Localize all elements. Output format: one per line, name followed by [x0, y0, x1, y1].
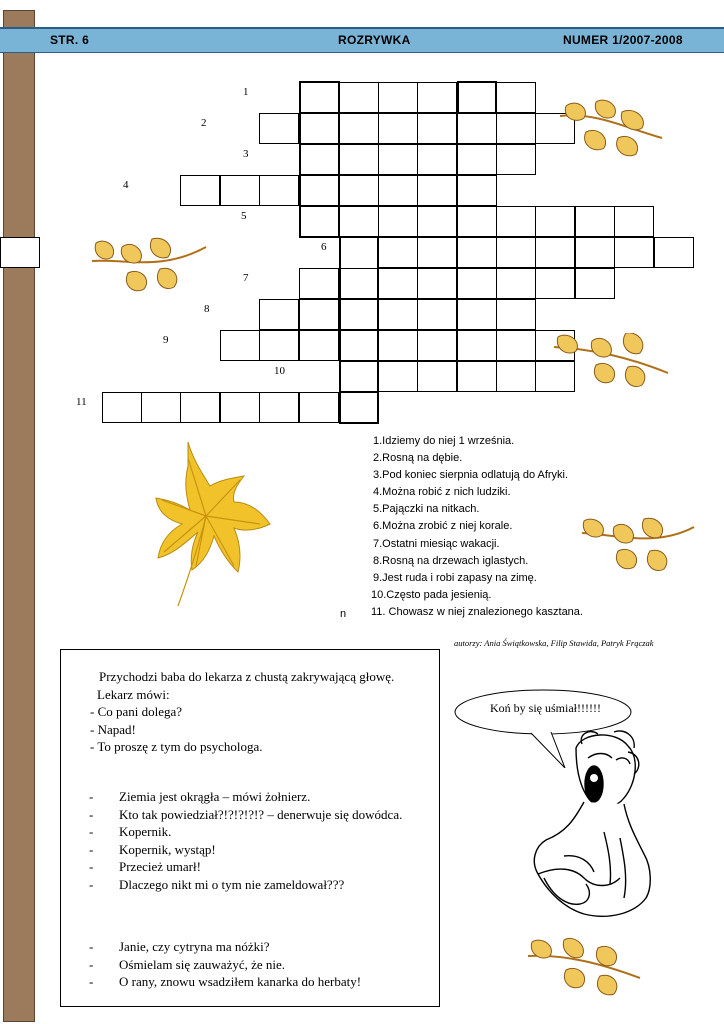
speech-bubble-text: Koń by się uśmiał!!!!!! [490, 701, 601, 715]
joke-line: - Napad! [90, 721, 136, 737]
joke-doctor [90, 668, 435, 756]
clue-text: 7.Ostatni miesiąc wakacji. [373, 537, 500, 550]
crossword-cell[interactable] [457, 299, 497, 330]
joke-lemon [89, 938, 419, 991]
crossword-cell[interactable] [378, 82, 418, 113]
crossword-cell[interactable] [496, 206, 536, 237]
crossword-cell[interactable] [102, 392, 142, 423]
clue-text: 11. Chowasz w niej znalezionego kasztana. [371, 605, 583, 618]
crossword-cell[interactable] [535, 268, 575, 299]
joke-line: Przychodzi baba do lekarza z chustą zakrywającą głowę. [99, 669, 395, 684]
crossword-cell[interactable] [339, 330, 379, 361]
crossword-cell[interactable] [299, 268, 339, 299]
joke-line: Lekarz mówi: [97, 686, 170, 702]
crossword-cell[interactable] [339, 144, 379, 175]
crossword-cell[interactable] [417, 330, 457, 361]
crossword-cell[interactable] [339, 206, 379, 237]
joke-line: - O rany, znowu wsadziłem kanarka do herbaty! [89, 973, 419, 991]
crossword-cell[interactable] [575, 206, 615, 237]
joke-line: - Kopernik, wystąp! [89, 841, 419, 859]
clue-number: 4 [123, 179, 129, 191]
crossword-cell[interactable] [299, 144, 339, 175]
crossword-cell[interactable] [417, 144, 457, 175]
crossword-cell[interactable] [259, 392, 299, 423]
crossword-cell[interactable] [457, 330, 497, 361]
clue-text: 2.Rosną na dębie. [373, 452, 463, 465]
crossword-cell[interactable] [575, 237, 615, 268]
crossword-cell[interactable] [496, 113, 536, 144]
crossword-cell[interactable] [457, 144, 497, 175]
crossword-cell[interactable] [535, 237, 575, 268]
crossword-cell[interactable] [614, 237, 654, 268]
clue-text: 10.Często pada jesienią. [371, 588, 492, 601]
crossword-cell[interactable] [339, 113, 379, 144]
joke-line: - Ośmielam się zauważyć, że nie. [89, 956, 419, 974]
crossword-cell[interactable] [417, 268, 457, 299]
joke-line: - Przecież umarł! [89, 858, 419, 876]
crossword-cell[interactable] [654, 237, 694, 268]
clue-text: 4.Można robić z nich ludziki. [373, 486, 511, 499]
crossword-cell[interactable] [299, 175, 339, 206]
clue-number: 11 [76, 396, 87, 408]
yellow-leaf-icon [148, 438, 280, 610]
clue-text: 1.Idziemy do niej 1 września. [373, 435, 515, 447]
crossword-cell[interactable] [457, 82, 497, 113]
crossword-cell[interactable] [378, 268, 418, 299]
autumn-branch-icon [88, 237, 210, 297]
autumn-branch-icon [552, 333, 672, 391]
crossword-cell[interactable] [417, 113, 457, 144]
crossword-cell[interactable] [496, 268, 536, 299]
clue-number: 7 [243, 272, 249, 284]
crossword-cell[interactable] [417, 82, 457, 113]
autumn-branch-icon [526, 936, 644, 998]
crossword-cell[interactable] [417, 299, 457, 330]
crossword-cell[interactable] [614, 206, 654, 237]
crossword-cell[interactable] [339, 361, 379, 392]
joke-line: - Kopernik. [89, 823, 419, 841]
crossword-cell[interactable] [496, 82, 536, 113]
crossword-cell[interactable] [220, 392, 260, 423]
crossword-cell[interactable] [378, 299, 418, 330]
crossword-cell[interactable] [339, 82, 379, 113]
clue-number: 2 [201, 117, 207, 129]
crossword-cell[interactable] [496, 144, 536, 175]
crossword-cell[interactable] [220, 330, 260, 361]
crossword-cell[interactable] [496, 330, 536, 361]
clue-number: 8 [204, 303, 210, 315]
clue-text: 6.Można zrobić z niej korale. [373, 520, 513, 533]
crossword-cell[interactable] [180, 392, 220, 423]
crossword-cell[interactable] [417, 361, 457, 392]
crossword-cell[interactable] [259, 330, 299, 361]
laughing-man-icon [524, 728, 654, 918]
crossword-cell[interactable] [378, 206, 418, 237]
crossword-cell[interactable] [259, 299, 299, 330]
crossword-cell[interactable] [378, 113, 418, 144]
crossword-cell[interactable] [220, 175, 260, 206]
joke-copernicus [89, 788, 419, 894]
stray-letter: n [340, 608, 347, 620]
autumn-branch-icon [556, 98, 666, 160]
section-title: ROZRYWKA [338, 33, 411, 47]
clue-number: 9 [163, 334, 169, 346]
crossword-cell[interactable] [457, 361, 497, 392]
clue-number: 1 [243, 86, 249, 98]
page-number: STR. 6 [50, 33, 90, 47]
crossword-cell[interactable] [299, 113, 339, 144]
clue-text: 8.Rosną na drzewach iglastych. [373, 554, 529, 567]
jokes-box [60, 649, 440, 1007]
clue-number: 10 [274, 365, 285, 377]
crossword-cell[interactable] [457, 237, 497, 268]
autumn-branch-icon [580, 517, 698, 577]
clue-number: 3 [243, 148, 249, 160]
crossword-cell[interactable] [457, 268, 497, 299]
crossword-cell[interactable] [378, 361, 418, 392]
clue-number: 6 [321, 241, 327, 253]
joke-line: - Janie, czy cytryna ma nóżki? [89, 938, 419, 956]
crossword-cell[interactable] [496, 237, 536, 268]
crossword-cell[interactable] [259, 113, 299, 144]
authors-credit: autorzy: Ania Świątkowska, Filip Stawida, Patryk Frączak [454, 638, 654, 648]
crossword-cell[interactable] [299, 206, 339, 237]
crossword-cell[interactable] [339, 175, 379, 206]
crossword-cell[interactable] [417, 175, 457, 206]
crossword-cell[interactable] [378, 144, 418, 175]
crossword-cell[interactable] [457, 113, 497, 144]
crossword-cell[interactable] [378, 237, 418, 268]
clue-text: 3.Pod koniec sierpnia odlatują do Afryki. [373, 469, 569, 482]
crossword-cell[interactable] [575, 268, 615, 299]
clue-number: 5 [241, 210, 247, 222]
crossword-cell[interactable] [299, 299, 339, 330]
joke-line: - Ziemia jest okrągła – mówi żołnierz. [89, 788, 419, 806]
crossword-clues [373, 433, 583, 621]
crossword-cell[interactable] [417, 206, 457, 237]
issue-number: NUMER 1/2007-2008 [563, 33, 683, 47]
clue-text: 5.Pajączki na nitkach. [373, 503, 480, 516]
crossword-cell[interactable] [299, 392, 339, 423]
crossword-cell[interactable] [535, 206, 575, 237]
crossword-cell[interactable] [457, 206, 497, 237]
joke-line: - Kto tak powiedział?!?!?!?!? – denerwuje się dowódca. [89, 806, 419, 824]
crossword-cell[interactable] [339, 299, 379, 330]
crossword-cell[interactable] [299, 330, 339, 361]
crossword-cell[interactable] [339, 392, 379, 423]
crossword-cell[interactable] [180, 175, 220, 206]
crossword-cell[interactable] [457, 175, 497, 206]
crossword-cell[interactable] [259, 175, 299, 206]
clue-text: 9.Jest ruda i robi zapasy na zimę. [373, 571, 537, 584]
crossword-cell[interactable] [496, 299, 536, 330]
joke-line: - Co pani dolega? [90, 704, 183, 720]
crossword-cell[interactable] [378, 330, 418, 361]
crossword-cell[interactable] [496, 361, 536, 392]
crossword-cell[interactable] [0, 237, 40, 268]
crossword-cell[interactable] [378, 175, 418, 206]
crossword-cell[interactable] [299, 82, 339, 113]
joke-line: - To proszę z tym do psychologa. [90, 739, 263, 755]
crossword-cell[interactable] [141, 392, 181, 423]
crossword-cell[interactable] [417, 237, 457, 268]
joke-line: - Dlaczego nikt mi o tym nie zameldował??? [89, 876, 419, 894]
crossword-cell[interactable] [339, 268, 379, 299]
